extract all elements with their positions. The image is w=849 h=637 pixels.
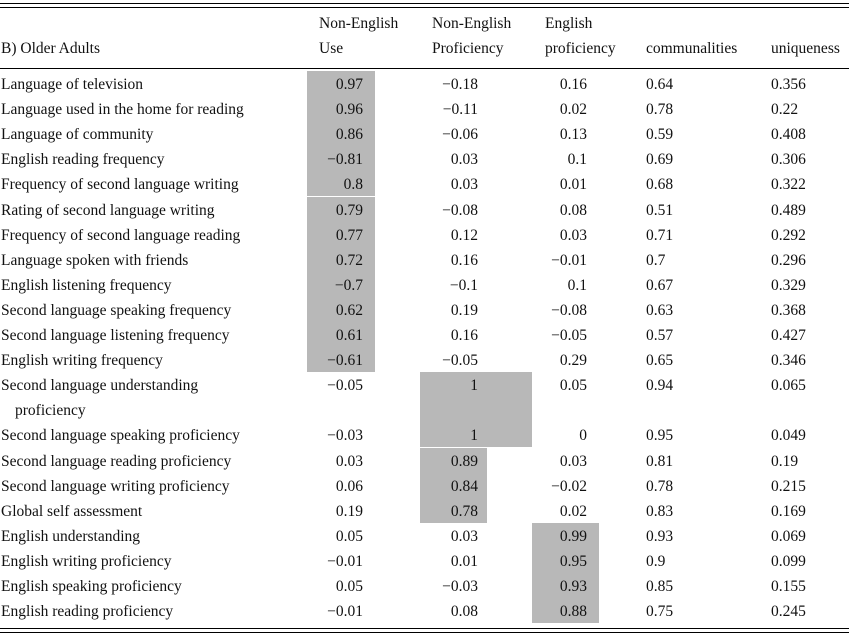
row-label: Frequency of second language writing	[1, 176, 239, 194]
value-communalities: 0.78	[646, 477, 674, 495]
value-uniqueness: 0.215	[771, 477, 806, 495]
row-label: Second language speaking frequency	[1, 301, 232, 319]
value-non-english-use: 0.86	[335, 126, 363, 144]
value-communalities: 0.7	[646, 251, 666, 269]
value-communalities: 0.94	[646, 377, 674, 395]
value-communalities: 0.81	[646, 452, 674, 470]
value-non-english-use: 0.03	[335, 452, 363, 470]
value-non-english-proficiency: −0.18	[442, 76, 478, 93]
value-non-english-proficiency: 0.03	[450, 176, 478, 194]
value-uniqueness: 0.245	[771, 603, 806, 621]
value-uniqueness: 0.292	[771, 226, 806, 244]
value-non-english-use: 0.05	[335, 527, 363, 545]
highlight-cell	[307, 171, 375, 196]
value-non-english-use: 0.8	[343, 176, 363, 194]
row-label: Second language listening frequency	[1, 327, 230, 344]
value-non-english-use: 0.79	[335, 201, 363, 219]
value-uniqueness: 0.322	[771, 176, 806, 194]
row-label: English reading proficiency	[1, 603, 174, 621]
value-english-proficiency: 0.03	[559, 452, 587, 470]
value-non-english-use: 0.72	[335, 251, 363, 269]
value-non-english-proficiency: −0.11	[442, 101, 478, 119]
value-communalities: 0.75	[646, 603, 674, 621]
header-line: Non-English	[432, 15, 512, 32]
value-english-proficiency: −0.05	[551, 327, 587, 344]
value-communalities: 0.95	[646, 427, 674, 445]
header-line: English	[545, 15, 593, 32]
value-uniqueness: 0.049	[771, 427, 806, 445]
value-communalities: 0.64	[646, 76, 674, 93]
row-label: Frequency of second language reading	[1, 226, 241, 244]
value-non-english-use: −0.01	[327, 603, 363, 621]
value-communalities: 0.59	[646, 126, 674, 144]
header-line: Non-English	[319, 15, 399, 32]
value-non-english-proficiency: 0.78	[450, 502, 478, 520]
row-label: Second language understanding	[1, 377, 199, 395]
value-english-proficiency: 0.1	[567, 276, 587, 294]
value-non-english-use: 0.77	[335, 226, 363, 244]
value-communalities: 0.63	[646, 301, 674, 319]
value-english-proficiency: 0.02	[559, 101, 587, 119]
value-uniqueness: 0.427	[771, 327, 806, 344]
value-uniqueness: 0.065	[771, 377, 806, 395]
header-line: Use	[319, 40, 344, 57]
value-uniqueness: 0.296	[771, 251, 806, 269]
row-label: English understanding	[1, 527, 141, 545]
value-non-english-use: −0.01	[327, 552, 363, 570]
row-label: English listening frequency	[1, 276, 172, 294]
value-communalities: 0.57	[646, 327, 674, 344]
value-uniqueness: 0.408	[771, 126, 806, 144]
value-communalities: 0.78	[646, 101, 674, 119]
row-label: English speaking proficiency	[1, 578, 182, 595]
value-non-english-proficiency: 0.16	[450, 251, 478, 269]
value-english-proficiency: 0.29	[559, 352, 587, 370]
value-non-english-use: 0.97	[335, 76, 363, 93]
value-communalities: 0.93	[646, 527, 674, 545]
value-non-english-use: −0.81	[327, 151, 363, 169]
row-label: Language of community	[1, 126, 154, 144]
value-non-english-proficiency: 0.08	[450, 603, 478, 621]
header-uniqueness: uniqueness	[771, 40, 840, 57]
value-communalities: 0.67	[646, 276, 674, 294]
value-non-english-proficiency: 1	[470, 427, 478, 445]
row-label: Language used in the home for reading	[1, 101, 244, 119]
value-non-english-proficiency: 0.89	[450, 452, 478, 470]
value-uniqueness: 0.368	[771, 301, 806, 319]
top-rule-2	[0, 7, 849, 8]
value-uniqueness: 0.155	[771, 578, 806, 595]
value-non-english-proficiency: −0.05	[442, 352, 478, 370]
value-english-proficiency: 0.05	[559, 377, 587, 395]
row-label: English writing proficiency	[1, 552, 172, 570]
header-communalities: communalities	[646, 40, 738, 57]
value-non-english-proficiency: 0.03	[450, 527, 478, 545]
value-english-proficiency: −0.01	[551, 251, 587, 269]
value-non-english-proficiency: 0.16	[450, 327, 478, 344]
value-non-english-use: 0.62	[335, 301, 363, 319]
value-non-english-proficiency: −0.03	[442, 578, 478, 595]
value-non-english-proficiency: −0.08	[442, 201, 478, 219]
row-label: English writing frequency	[1, 352, 163, 370]
value-non-english-use: −0.05	[327, 377, 363, 395]
value-non-english-use: −0.7	[334, 276, 363, 294]
value-communalities: 0.68	[646, 176, 674, 194]
value-english-proficiency: 0	[579, 427, 587, 445]
header-english-proficiency	[545, 11, 616, 61]
value-english-proficiency: 0.16	[559, 76, 587, 93]
value-non-english-proficiency: 1	[470, 377, 478, 395]
value-communalities: 0.71	[646, 226, 674, 244]
value-english-proficiency: 0.01	[559, 176, 587, 194]
value-english-proficiency: 0.13	[559, 126, 587, 144]
value-communalities: 0.85	[646, 578, 674, 595]
row-label: Second language reading proficiency	[1, 452, 232, 470]
value-non-english-use: 0.96	[335, 101, 363, 119]
value-non-english-use: 0.19	[335, 502, 363, 520]
header-line: proficiency	[545, 40, 616, 57]
value-uniqueness: 0.346	[771, 352, 806, 370]
value-communalities: 0.9	[646, 552, 666, 570]
bottom-rule-2	[0, 632, 849, 633]
value-english-proficiency: 0.03	[559, 226, 587, 244]
value-non-english-proficiency: −0.1	[449, 276, 478, 294]
header-line: Proficiency	[432, 40, 504, 57]
value-communalities: 0.69	[646, 151, 674, 169]
header-rule	[0, 68, 849, 69]
header-label: B) Older Adults	[1, 40, 101, 57]
value-english-proficiency: 0.08	[559, 201, 587, 219]
value-uniqueness: 0.356	[771, 76, 806, 93]
value-communalities: 0.51	[646, 201, 674, 219]
value-non-english-proficiency: 0.12	[450, 226, 478, 244]
value-communalities: 0.83	[646, 502, 674, 520]
value-english-proficiency: 0.93	[559, 578, 587, 595]
value-english-proficiency: 0.1	[567, 151, 587, 169]
value-english-proficiency: 0.88	[559, 603, 587, 621]
value-non-english-use: 0.06	[335, 477, 363, 495]
row-label: Second language writing proficiency	[1, 477, 230, 495]
value-uniqueness: 0.22	[771, 101, 799, 119]
value-english-proficiency: −0.02	[551, 477, 587, 495]
value-communalities: 0.65	[646, 352, 674, 370]
value-english-proficiency: 0.02	[559, 502, 587, 520]
value-non-english-proficiency: 0.19	[450, 301, 478, 319]
row-label: English reading frequency	[1, 151, 165, 169]
value-non-english-proficiency: 0.84	[450, 477, 478, 495]
bottom-rule-1	[0, 628, 849, 629]
top-rule-1	[0, 3, 849, 4]
value-non-english-use: 0.05	[335, 578, 363, 595]
value-uniqueness: 0.19	[771, 452, 799, 470]
value-non-english-proficiency: −0.06	[442, 126, 478, 144]
row-label: Second language speaking proficiency	[1, 427, 240, 445]
row-label: Language of television	[1, 76, 144, 93]
value-uniqueness: 0.489	[771, 201, 806, 219]
value-english-proficiency: −0.08	[551, 301, 587, 319]
value-non-english-use: −0.03	[327, 427, 363, 445]
value-non-english-proficiency: 0.01	[450, 552, 478, 570]
value-uniqueness: 0.069	[771, 527, 806, 545]
row-label: Language spoken with friends	[1, 251, 189, 269]
value-non-english-use: 0.61	[335, 327, 363, 344]
header-non-english-use	[319, 11, 398, 61]
row-label: Rating of second language writing	[1, 201, 215, 219]
value-uniqueness: 0.306	[771, 151, 806, 169]
value-non-english-use: −0.61	[327, 352, 363, 370]
value-uniqueness: 0.169	[771, 502, 806, 520]
value-uniqueness: 0.099	[771, 552, 806, 570]
value-uniqueness: 0.329	[771, 276, 806, 294]
value-english-proficiency: 0.99	[559, 527, 587, 545]
value-non-english-proficiency: 0.03	[450, 151, 478, 169]
header-non-english-proficiency	[432, 11, 511, 61]
row-label: Global self assessment	[1, 502, 143, 520]
value-english-proficiency: 0.95	[559, 552, 587, 570]
row-label: proficiency	[15, 402, 86, 420]
